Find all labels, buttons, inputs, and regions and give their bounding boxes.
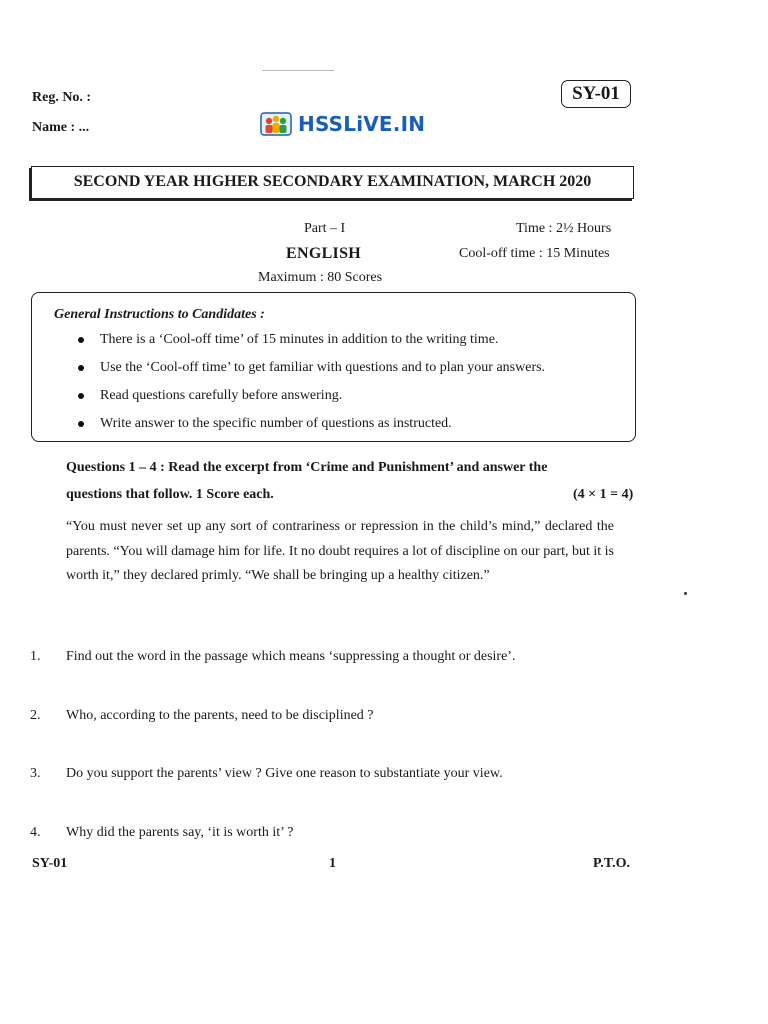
instruction-item: Write answer to the specific number of questions as instructed. bbox=[76, 414, 545, 442]
instructions-list bbox=[76, 330, 545, 442]
section-marks: (4 × 1 = 4) bbox=[573, 487, 634, 502]
question-text: Do you support the parents’ view ? Give one reason to substantiate your view. bbox=[66, 766, 503, 781]
scan-speck bbox=[684, 592, 687, 595]
cool-off-label: Cool-off time : 15 Minutes bbox=[459, 246, 610, 261]
logo-people-icon bbox=[260, 110, 292, 138]
instruction-item: There is a ‘Cool-off time’ of 15 minutes in addition to the writing time. bbox=[76, 330, 545, 358]
section-heading-line2: questions that follow. 1 Score each. bbox=[66, 487, 274, 502]
question-number: 4. bbox=[30, 825, 41, 840]
question-number: 2. bbox=[30, 708, 41, 723]
instructions-title: General Instructions to Candidates : bbox=[54, 307, 265, 322]
top-rule bbox=[262, 70, 334, 71]
exam-title: SECOND YEAR HIGHER SECONDARY EXAMINATION, MARCH 2020 bbox=[31, 166, 634, 199]
maximum-scores: Maximum : 80 Scores bbox=[258, 270, 383, 285]
site-logo bbox=[260, 109, 425, 139]
time-label: Time : 2½ Hours bbox=[516, 221, 612, 236]
question-number: 3. bbox=[30, 766, 41, 781]
footer-pto: P.T.O. bbox=[593, 856, 630, 871]
question-text: Who, according to the parents, need to be disciplined ? bbox=[66, 708, 374, 723]
instruction-item: Read questions carefully before answering. bbox=[76, 386, 545, 414]
name-label: Name : ... bbox=[32, 120, 90, 135]
question-text: Why did the parents say, ‘it is worth it’ ? bbox=[66, 825, 294, 840]
reg-no-label: Reg. No. : bbox=[32, 90, 92, 105]
footer-code: SY-01 bbox=[32, 856, 68, 871]
passage-excerpt: “You must never set up any sort of contrariness or repression in the child’s mind,” declared the parents. “You will damage him for life. It no doubt requires a lot of discipline on our part, but it is worth it,” they declared primly. “We shall be bringing up a healthy citizen.” bbox=[66, 519, 614, 583]
instruction-item: Use the ‘Cool-off time’ to get familiar with questions and to plan your answers. bbox=[76, 358, 545, 386]
logo-text: HSSLiVE.IN bbox=[298, 112, 426, 136]
footer-page-number: 1 bbox=[329, 856, 336, 871]
section-heading-line1: Questions 1 – 4 : Read the excerpt from ‘Crime and Punishment’ and answer the bbox=[66, 460, 548, 475]
part-label: Part – I bbox=[304, 221, 346, 236]
paper-code-box: SY-01 bbox=[561, 80, 631, 108]
question-text: Find out the word in the passage which means ‘suppressing a thought or desire’. bbox=[66, 649, 516, 664]
question-number: 1. bbox=[30, 649, 41, 664]
subject-title: ENGLISH bbox=[286, 245, 362, 262]
